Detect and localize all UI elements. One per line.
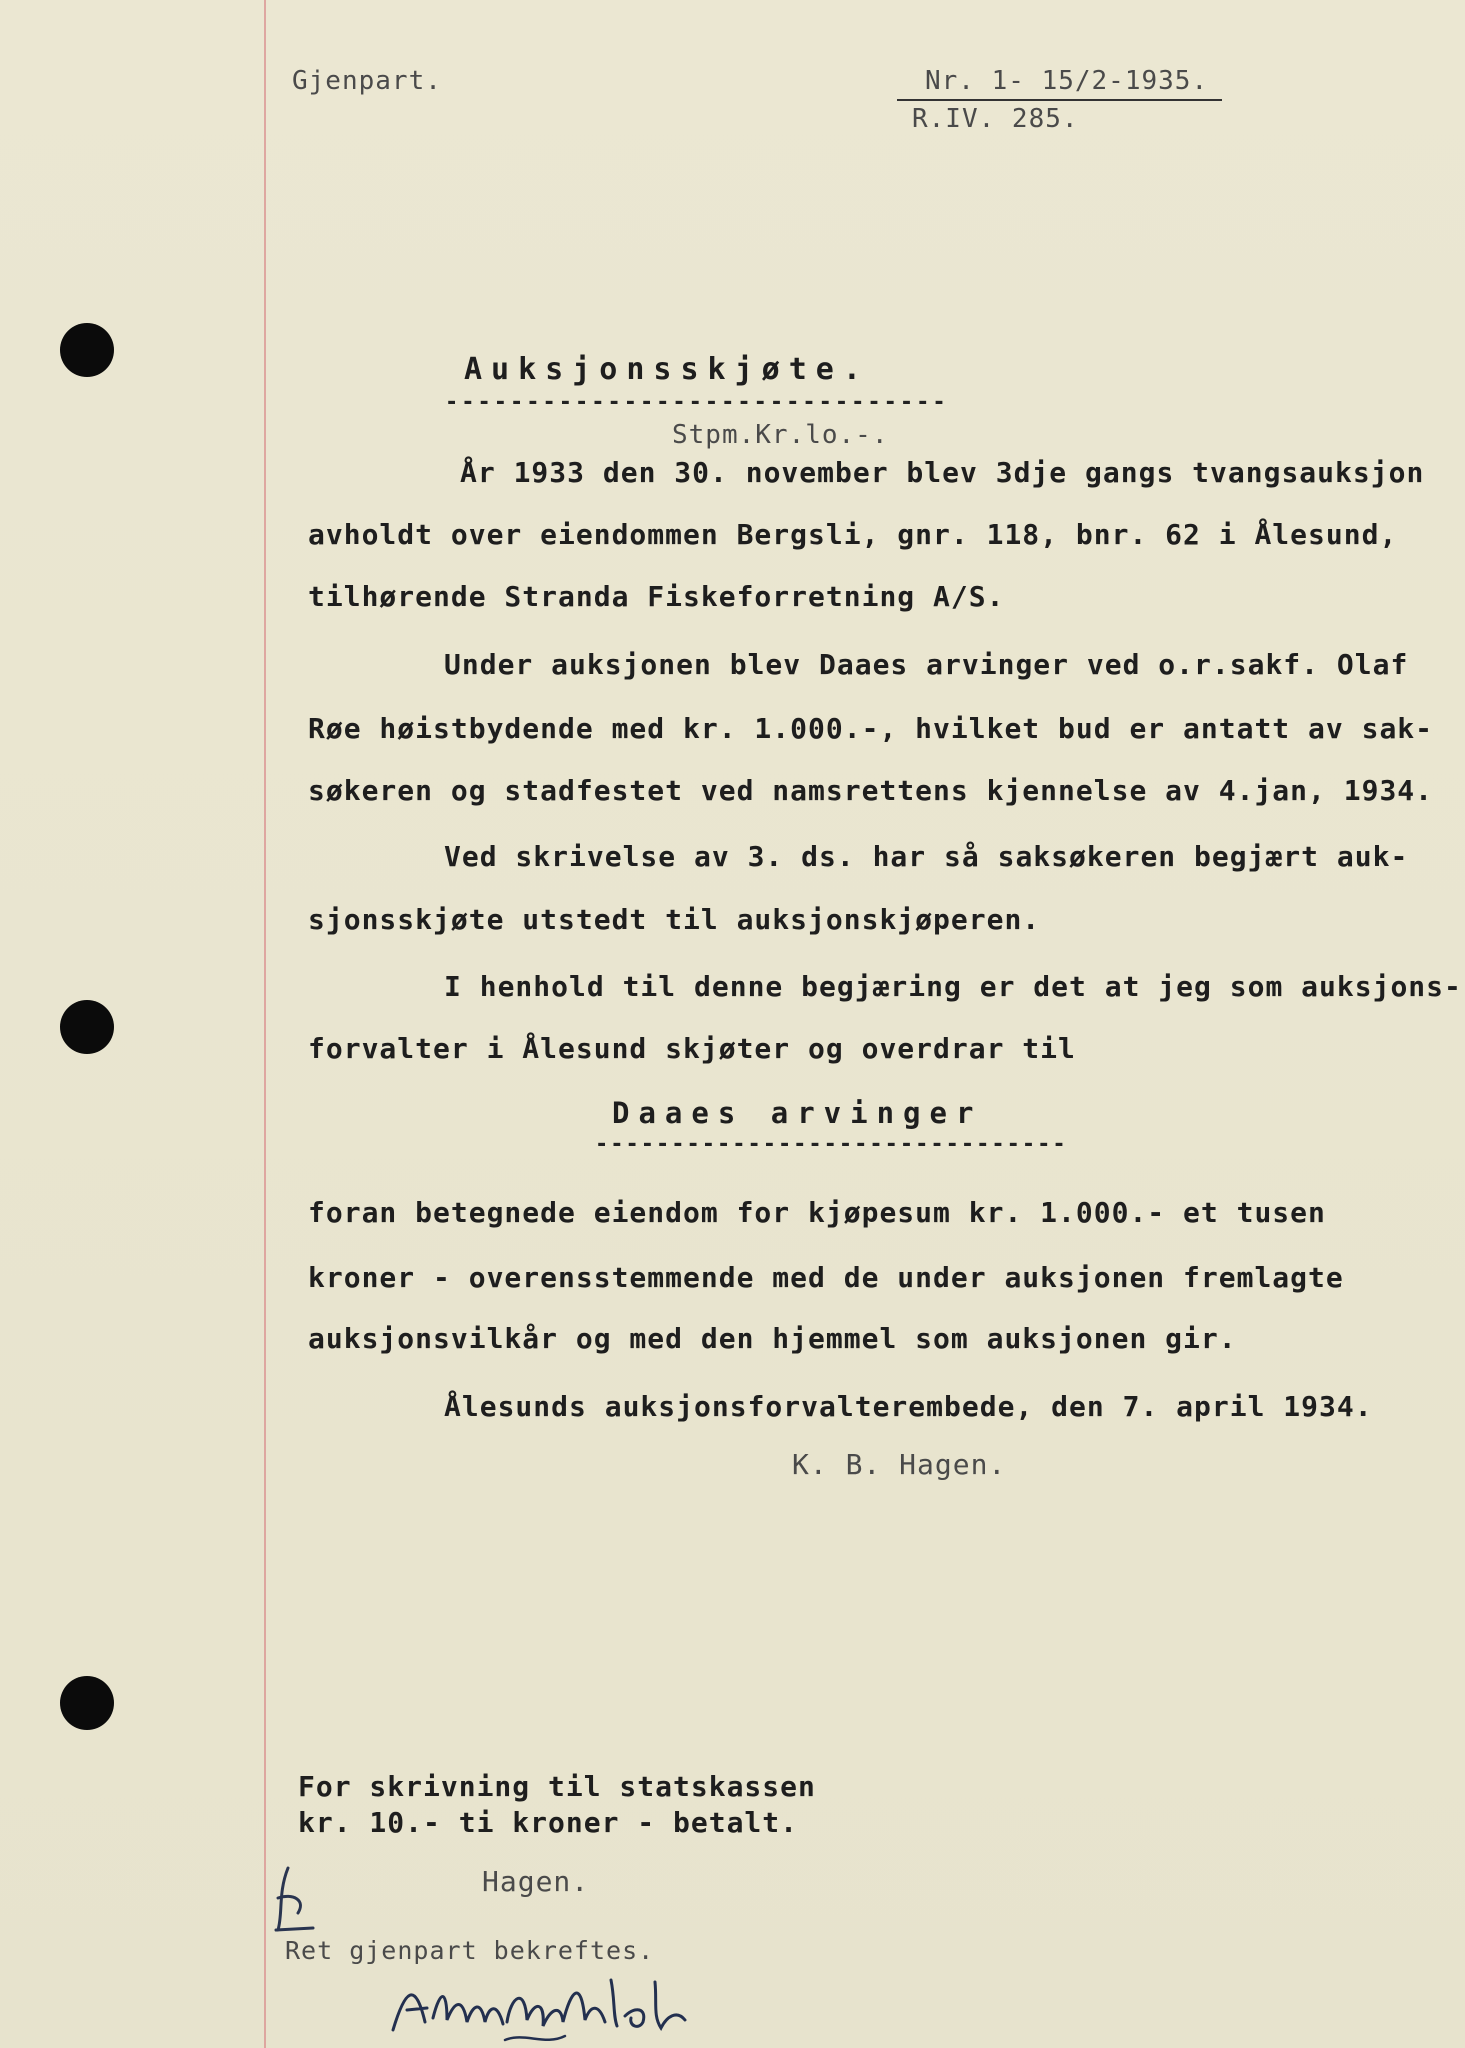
certification-text: Ret gjenpart bekreftes. [285, 1936, 655, 1965]
punch-hole [60, 1000, 114, 1054]
document-title: Auksjonsskjøte. [464, 352, 870, 387]
body-line: sjonsskjøte utstedt til auksjonskjøperen. [308, 903, 1041, 936]
handwritten-signature [385, 1960, 715, 2048]
body-line: Under auksjonen blev Daaes arvinger ved o.r.sakf. Olaf [444, 648, 1409, 681]
margin-rule [264, 0, 266, 2048]
place-and-date: Ålesunds auksjonsforvalterembede, den 7. april 1934. [444, 1390, 1373, 1423]
fee-signatory: Hagen. [482, 1865, 590, 1898]
fee-note-line: kr. 10.- ti kroner - betalt. [298, 1806, 799, 1839]
punch-hole [60, 1676, 114, 1730]
number-underline [897, 99, 1222, 101]
body-line: forvalter i Ålesund skjøter og overdrar til [308, 1032, 1076, 1065]
register-reference: R.IV. 285. [912, 104, 1079, 134]
body-line: Røe høistbydende med kr. 1.000.-, hvilket bud er antatt av sak- [308, 712, 1434, 745]
body-line: I henhold til denne begjæring er det at jeg som auksjons- [444, 970, 1462, 1003]
copy-label: Gjenpart. [292, 66, 442, 96]
body-line: kroner - overensstemmende med de under auksjonen fremlagte [308, 1261, 1344, 1294]
body-line: tilhørende Stranda Fiskeforretning A/S. [308, 580, 1005, 613]
handwritten-initial-mark [268, 1858, 328, 1938]
body-line: foran betegnede eiendom for kjøpesum kr. 1.000.- et tusen [308, 1196, 1326, 1229]
title-rule: ------------------------------- [445, 390, 949, 415]
body-line: År 1933 den 30. november blev 3dje gangs tvangsauksjon [460, 456, 1425, 489]
document-number: Nr. 1- 15/2-1935. [925, 66, 1209, 96]
grantee-rule: ------------------------------- [595, 1132, 1068, 1157]
fee-note-line: For skrivning til statskassen [298, 1770, 816, 1803]
grantee-name: Daaes arvinger [612, 1096, 983, 1130]
body-line: søkeren og stadfestet ved namsrettens kjennelse av 4.jan, 1934. [308, 774, 1434, 807]
punch-hole [60, 323, 114, 377]
body-line: avholdt over eiendommen Bergsli, gnr. 118, bnr. 62 i Ålesund, [308, 518, 1398, 551]
stamp-duty: Stpm.Kr.lo.-. [672, 420, 889, 450]
signatory: K. B. Hagen. [792, 1448, 1007, 1481]
body-line: auksjonsvilkår og med den hjemmel som auksjonen gir. [308, 1322, 1237, 1355]
body-line: Ved skrivelse av 3. ds. har så saksøkeren begjært auk- [444, 840, 1409, 873]
